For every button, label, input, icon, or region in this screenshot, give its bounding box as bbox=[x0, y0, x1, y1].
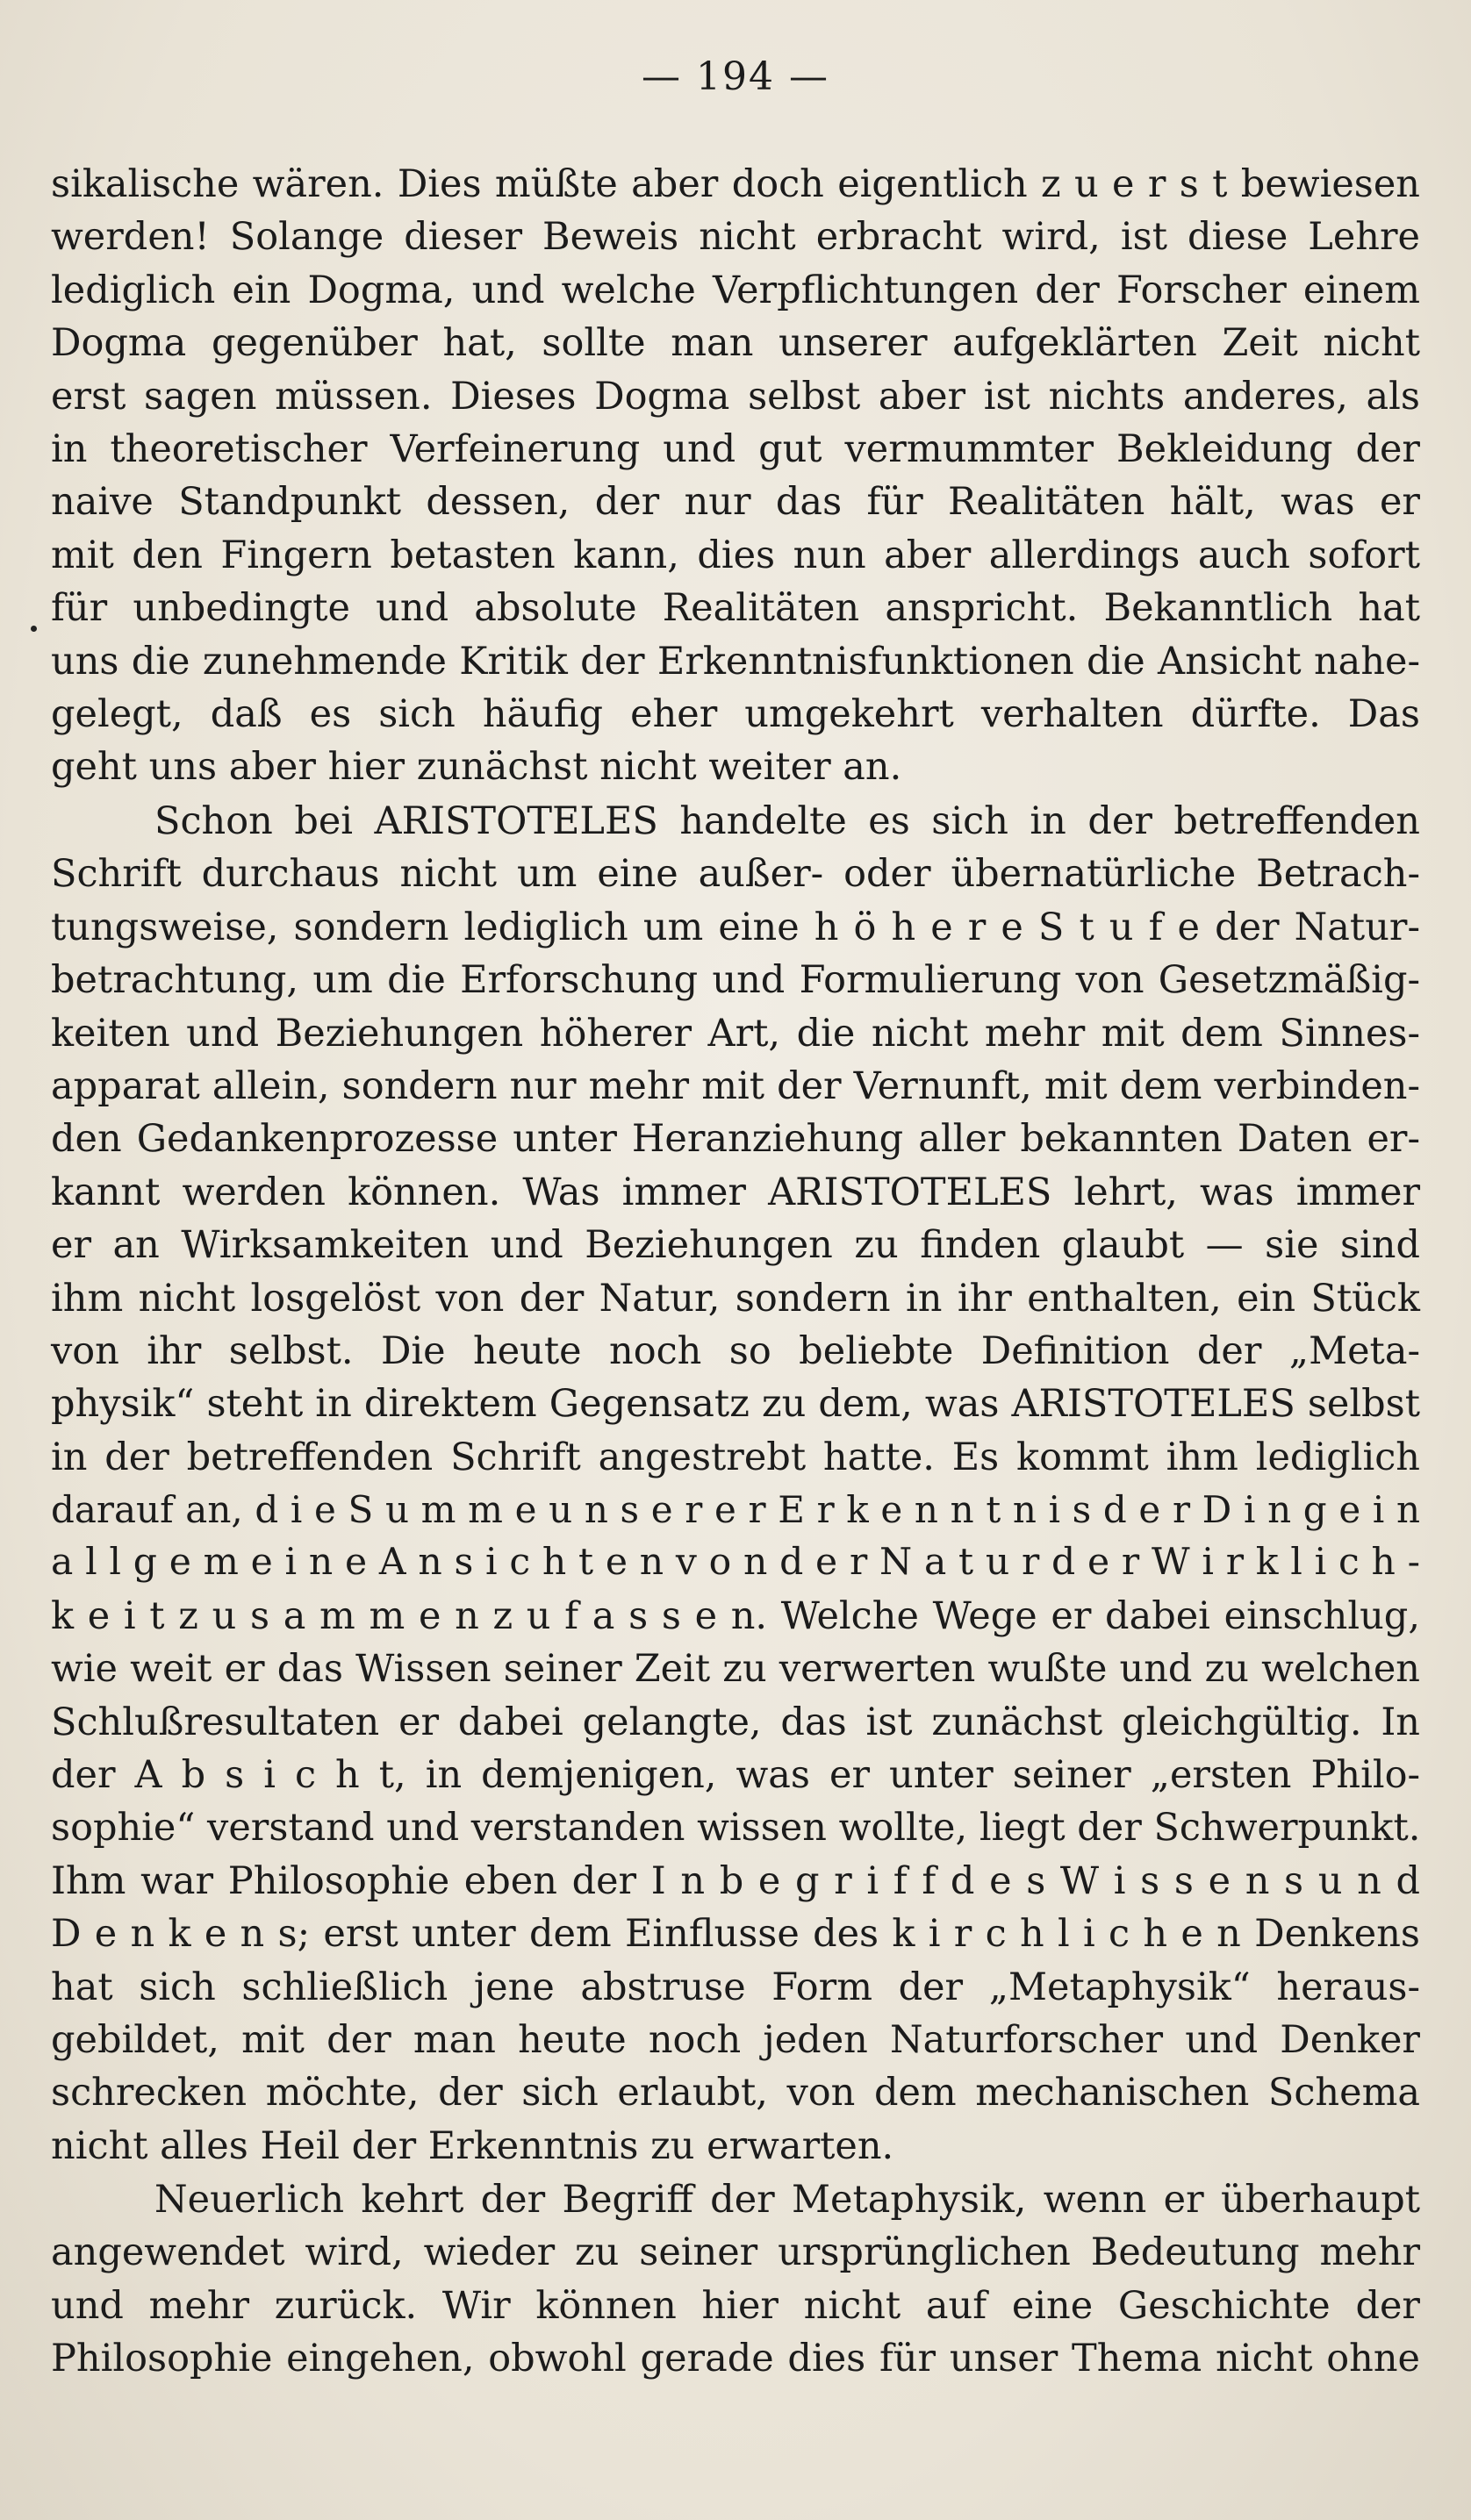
text-line: apparat allein, sondern nur mehr mit der Vernunft, mit dem verbinden- bbox=[51, 1063, 1420, 1108]
text-line: betrachtung, um die Erforschung und Formulierung von Gesetzmäßig- bbox=[51, 958, 1420, 1003]
text-line: hat sich schließlich jene abstruse Form der „Metaphysik“ heraus- bbox=[51, 1965, 1420, 2009]
text-line: von ihr selbst. Die heute noch so beliebte Definition der „Meta- bbox=[51, 1328, 1420, 1373]
text-line: er an Wirksamkeiten und Beziehungen zu finden glaubt — sie sind bbox=[51, 1223, 1420, 1268]
text-line: für unbedingte und absolute Realitäten anspricht. Bekanntlich hat bbox=[51, 586, 1420, 631]
text-line: D e n k e n s; erst unter dem Einflusse des k i r c h l i c h e n Denkens bbox=[51, 1912, 1420, 1957]
text-line: a l l g e m e i n e A n s i c h t e n v o n d e r N a t u r d e r W i r k l i c h - bbox=[51, 1541, 1420, 1585]
text-line: kannt werden können. Was immer ARISTOTELES lehrt, was immer bbox=[51, 1170, 1420, 1214]
text-line: erst sagen müssen. Dieses Dogma selbst aber ist nichts anderes, als bbox=[51, 374, 1420, 419]
text-line: ihm nicht losgelöst von der Natur, sondern in ihr enthalten, ein Stück bbox=[51, 1276, 1420, 1321]
text-line: gelegt, daß es sich häufig eher umgekehrt verhalten dürfte. Das bbox=[51, 691, 1420, 736]
text-line: Philosophie eingehen, obwohl gerade dies für unser Thema nicht ohne bbox=[51, 2337, 1420, 2381]
text-line: und mehr zurück. Wir können hier nicht auf eine Geschichte der bbox=[51, 2283, 1420, 2328]
paragraph-1 bbox=[51, 158, 1420, 794]
text-line: Schon bei ARISTOTELES handelte es sich in der betreffenden bbox=[154, 799, 1420, 843]
text-line: in der betreffenden Schrift angestrebt hatte. Es kommt ihm lediglich bbox=[51, 1435, 1420, 1479]
text-line: Neuerlich kehrt der Begriff der Metaphysik, wenn er überhaupt bbox=[154, 2178, 1420, 2222]
paragraph-3 bbox=[51, 2173, 1420, 2386]
text-line: geht uns aber hier zunächst nicht weiter an. bbox=[51, 745, 902, 790]
text-line: physik“ steht in direktem Gegensatz zu dem, was ARISTOTELES selbst bbox=[51, 1382, 1420, 1427]
text-line: tungsweise, sondern lediglich um eine h ö h e r e S t u f e der Natur- bbox=[51, 905, 1420, 949]
text-line: werden! Solange dieser Beweis nicht erbracht wird, ist diese Lehre bbox=[51, 215, 1420, 260]
text-line: darauf an, d i e S u m m e u n s e r e r E r k e n n t n i s d e r D i n g e i n bbox=[51, 1488, 1420, 1532]
text-line: Schlußresultaten er dabei gelangte, das ist zunächst gleichgültig. In bbox=[51, 1700, 1420, 1744]
text-line: wie weit er das Wissen seiner Zeit zu verwerten wußte und zu welchen bbox=[51, 1647, 1420, 1692]
text-line: schrecken möchte, der sich erlaubt, von dem mechanischen Schema bbox=[51, 2071, 1420, 2116]
text-line: uns die zunehmende Kritik der Erkenntnisfunktionen die Ansicht nahe- bbox=[51, 639, 1420, 684]
paragraph-2 bbox=[51, 795, 1420, 2173]
text-line: sophie“ verstand und verstanden wissen wollte, liegt der Schwerpunkt. bbox=[51, 1806, 1421, 1851]
text-line: den Gedankenprozesse unter Heranziehung aller bekannten Daten er- bbox=[51, 1117, 1420, 1162]
text-line: naive Standpunkt dessen, der nur das für Realitäten hält, was er bbox=[51, 480, 1420, 525]
text-line: nicht alles Heil der Erkenntnis zu erwarten. bbox=[51, 2123, 894, 2168]
text-line: keiten und Beziehungen höherer Art, die nicht mehr mit dem Sinnes- bbox=[51, 1011, 1420, 1056]
text-line: lediglich ein Dogma, und welche Verpflichtungen der Forscher einem bbox=[51, 268, 1420, 312]
text-line: Schrift durchaus nicht um eine außer- oder übernatürliche Betrach- bbox=[51, 852, 1420, 897]
text-line: in theoretischer Verfeinerung und gut vermummter Bekleidung der bbox=[51, 426, 1420, 471]
page-number: — 194 — bbox=[642, 54, 829, 99]
margin-mark bbox=[31, 626, 37, 632]
text-line: angewendet wird, wieder zu seiner ursprünglichen Bedeutung mehr bbox=[51, 2230, 1420, 2275]
text-line: k e i t z u s a m m e n z u f a s s e n. Welche Wege er dabei einschlug, bbox=[51, 1593, 1420, 1638]
text-line: sikalische wären. Dies müßte aber doch eigentlich z u e r s t bewiesen bbox=[51, 162, 1420, 206]
text-line: der A b s i c h t, in demjenigen, was er unter seiner „ersten Philo- bbox=[51, 1753, 1420, 1798]
text-line: mit den Fingern betasten kann, dies nun aber allerdings auch sofort bbox=[51, 533, 1420, 577]
text-line: Dogma gegenüber hat, sollte man unserer aufgeklärten Zeit nicht bbox=[51, 321, 1420, 366]
text-line: gebildet, mit der man heute noch jeden Naturforscher und Denker bbox=[51, 2017, 1420, 2062]
text-line: Ihm war Philosophie eben der I n b e g r i f f d e s W i s s e n s u n d bbox=[51, 1858, 1420, 1903]
